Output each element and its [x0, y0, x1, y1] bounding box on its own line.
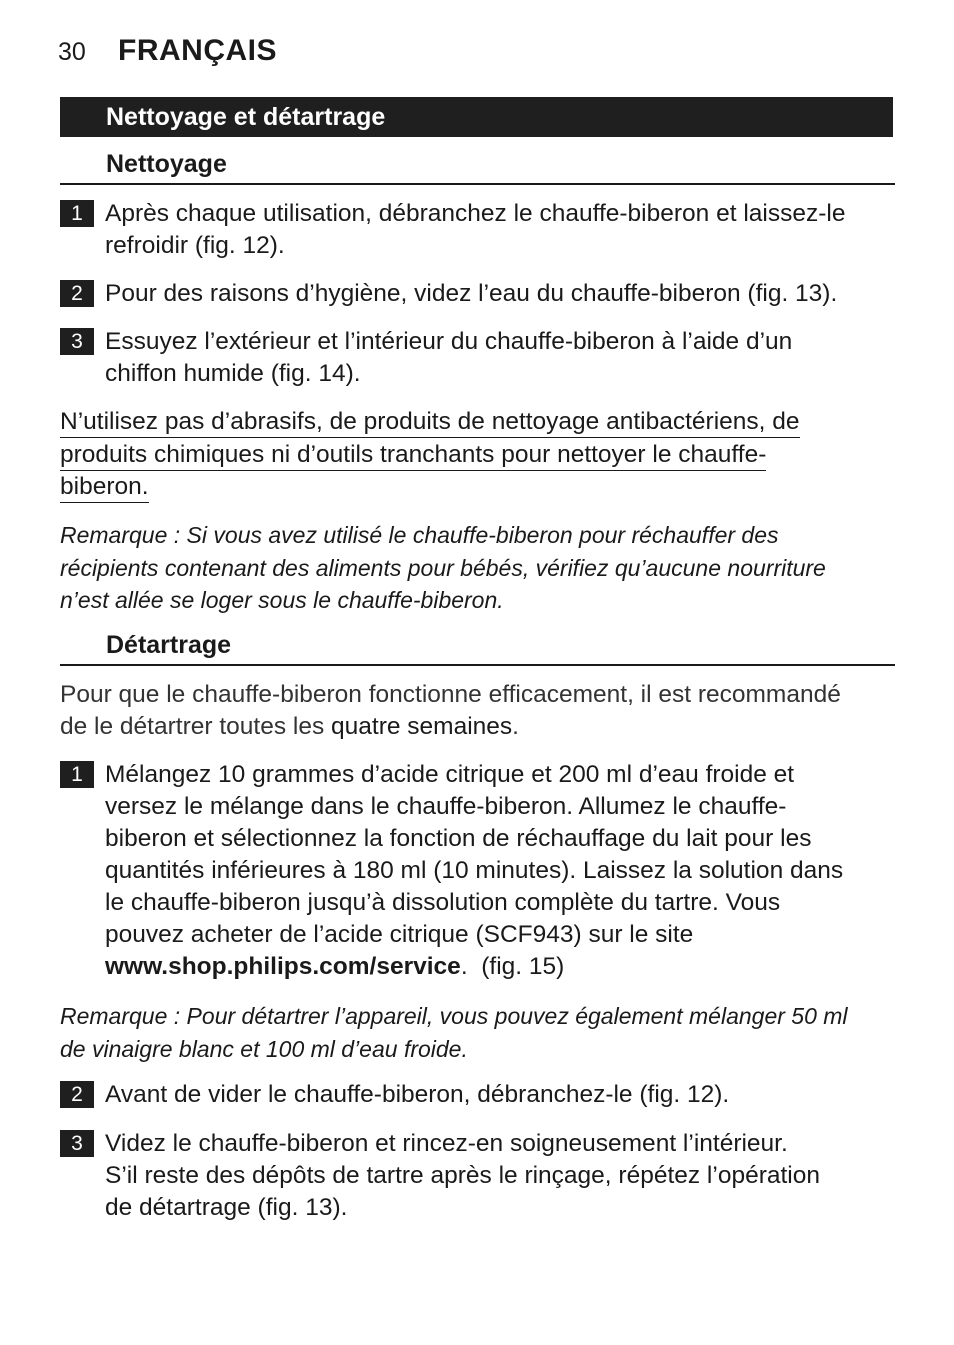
step-number: 2	[60, 280, 94, 307]
intro-emphasis: quatre semaines	[331, 713, 513, 740]
note-line: Remarque : Si vous avez utilisé le chauffe-biberon pour réchauffer des	[60, 522, 779, 548]
step-line: S’il reste des dépôts de tartre après le rinçage, répétez l’opération	[105, 1162, 820, 1189]
descaling-step-3	[60, 1128, 895, 1224]
cleaning-step-2	[60, 278, 895, 310]
step-text	[105, 1128, 895, 1224]
step-line: versez le mélange dans le chauffe-biberon. Allumez le chauffe-	[105, 793, 787, 820]
descaling-step-2	[60, 1079, 895, 1111]
intro-line: Pour que le chauffe-biberon fonctionne efficacement, il est recommandé	[60, 681, 841, 708]
descaling-heading: Détartrage	[60, 631, 895, 666]
step-text	[105, 278, 895, 310]
note-line: Remarque : Pour détartrer l’appareil, vous pouvez également mélanger 50 ml	[60, 1003, 848, 1029]
step-line: de détartrage (fig. 13).	[105, 1194, 348, 1221]
step-line: refroidir (fig. 12).	[105, 232, 285, 259]
warning-line: biberon.	[60, 472, 149, 503]
shop-link[interactable]: www.shop.philips.com/service	[105, 953, 461, 980]
descaling-note	[60, 1000, 895, 1065]
step-line: Pour des raisons d’hygiène, videz l’eau du chauffe-biberon (fig. 13).	[105, 280, 838, 307]
step-number: 2	[60, 1081, 94, 1108]
page-number: 30	[58, 38, 86, 66]
intro-line	[60, 711, 895, 743]
note-line: n’est allée se loger sous le chauffe-biberon.	[60, 587, 504, 613]
section-title-bar: Nettoyage et détartrage	[60, 97, 893, 137]
figure-ref: . (fig. 15)	[460, 953, 565, 980]
step-text	[105, 198, 895, 262]
language-heading: FRANÇAIS	[118, 34, 277, 67]
step-text	[105, 759, 895, 983]
step-number: 1	[60, 761, 94, 788]
intro-text: de le détartrer toutes les	[60, 713, 332, 740]
note-line: de vinaigre blanc et 100 ml d’eau froide.	[60, 1035, 468, 1062]
step-line: le chauffe-biberon jusqu’à dissolution complète du tartre. Vous	[105, 889, 781, 916]
cleaning-heading: Nettoyage	[60, 150, 895, 185]
step-line: Mélangez 10 grammes d’acide citrique et 200 ml d’eau froide et	[105, 761, 795, 788]
cleaning-step-3	[60, 326, 895, 390]
cleaning-step-1	[60, 198, 895, 262]
step-line	[105, 951, 895, 983]
step-text	[105, 326, 895, 390]
step-line: pouvez acheter de l’acide citrique (SCF943) sur le site	[105, 921, 694, 948]
step-number: 1	[60, 200, 94, 227]
descaling-intro	[60, 679, 895, 743]
step-line: quantités inférieures à 180 ml (10 minutes). Laissez la solution dans	[105, 857, 844, 884]
step-line: Videz le chauffe-biberon et rincez-en soigneusement l’intérieur.	[105, 1130, 788, 1157]
warning-line: N’utilisez pas d’abrasifs, de produits de nettoyage antibactériens, de	[60, 407, 800, 438]
descaling-step-1	[60, 759, 895, 983]
warning-line: produits chimiques ni d’outils tranchants pour nettoyer le chauffe-	[60, 440, 766, 471]
step-number: 3	[60, 328, 94, 355]
step-line: biberon et sélectionnez la fonction de réchauffage du lait pour les	[105, 825, 812, 852]
step-line: Essuyez l’extérieur et l’intérieur du chauffe-biberon à l’aide d’un	[105, 328, 793, 355]
step-line: Après chaque utilisation, débranchez le chauffe-biberon et laissez-le	[105, 200, 846, 227]
step-number: 3	[60, 1130, 94, 1157]
cleaning-warning	[60, 406, 860, 504]
step-line: Avant de vider le chauffe-biberon, débranchez-le (fig. 12).	[105, 1081, 730, 1108]
intro-suffix: .	[512, 713, 519, 740]
note-line: récipients contenant des aliments pour bébés, vérifiez qu’aucune nourriture	[60, 554, 826, 581]
step-text	[105, 1079, 895, 1111]
step-line: chiffon humide (fig. 14).	[105, 360, 361, 387]
cleaning-note	[60, 519, 895, 617]
